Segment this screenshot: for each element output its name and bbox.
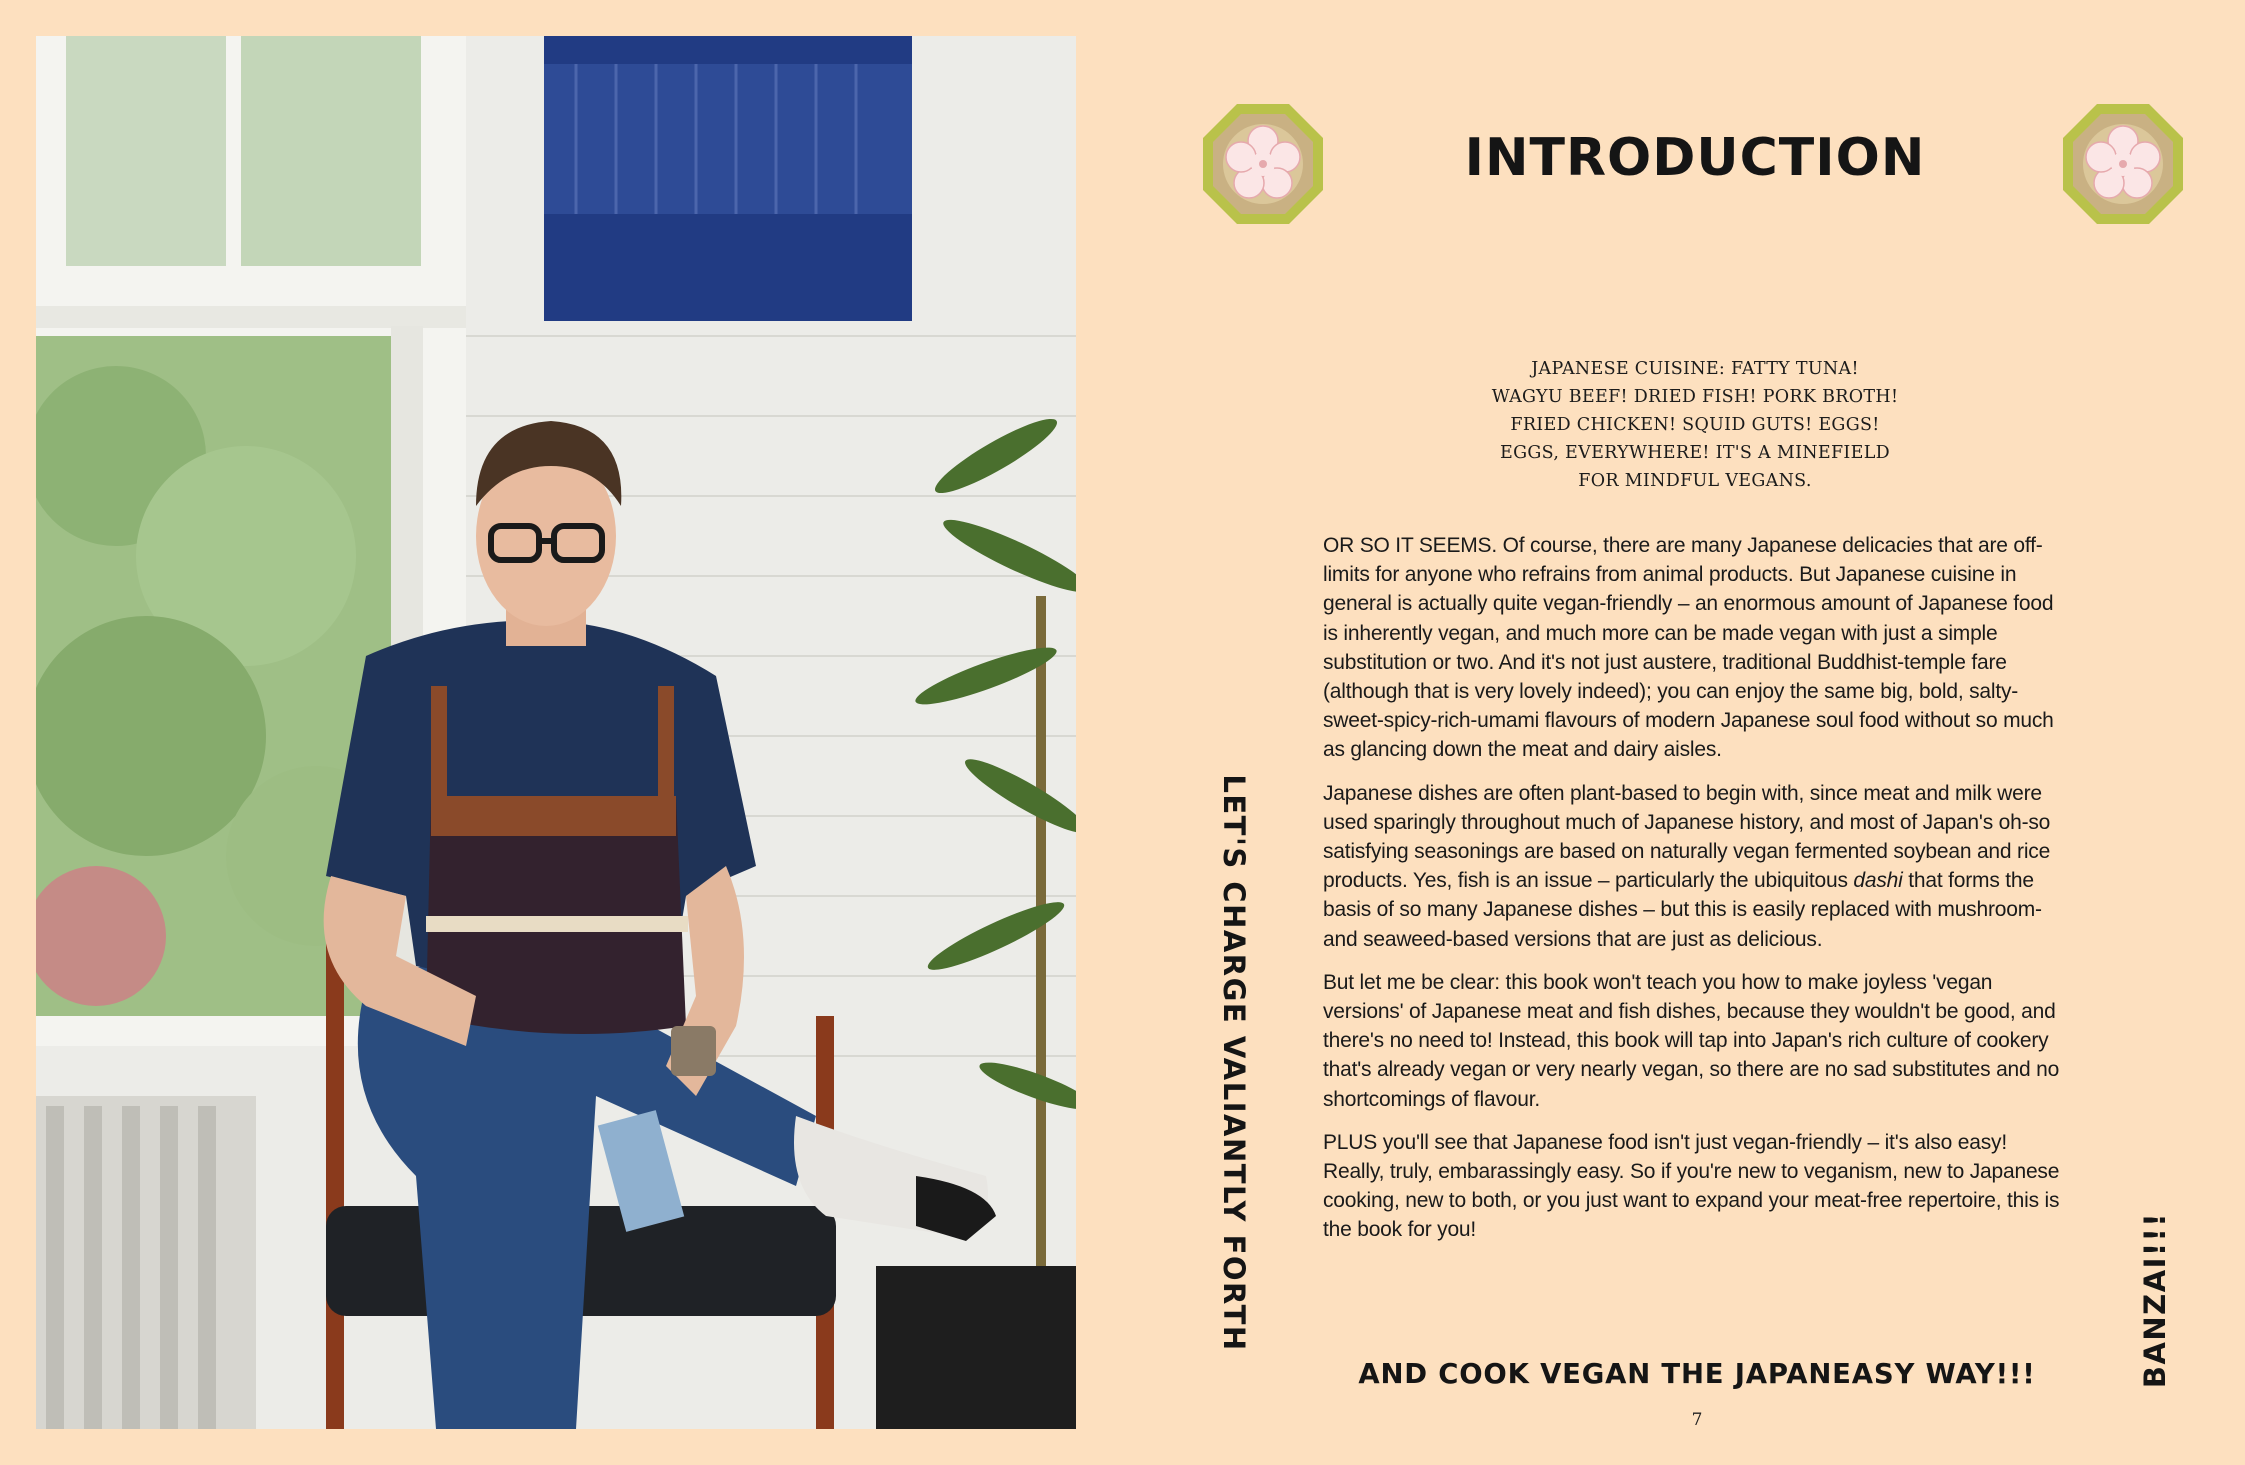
lead-line: EGGS, EVERYWHERE! IT'S A MINEFIELD [1500,443,1890,463]
lead-line: WAGYU BEEF! DRIED FISH! PORK BROTH! [1491,387,1899,407]
vertical-tagline-left [1213,735,1255,1390]
body-paragraph: But let me be clear: this book won't teach you how to make joyless 'vegan versions' of Japanese meat and fish dishes, because they wouldn't be good, and there's no need to! Instead, this book will tap into Japan's rich culture of cookery that's already vegan or very nearly vegan, so there are no sad substitutes and no shortcomings of flavour. [1323,970,2060,1111]
page-title: INTRODUCTION [1464,128,1926,188]
vertical-tagline-right [2134,1210,2176,1390]
portrait-illustration [36,36,1076,1429]
author-portrait-photo [36,36,1076,1429]
vertical-tagline-text: LET'S CHARGE VALIANTLY FORTH [1217,773,1251,1352]
lead-paragraph [1390,355,2000,495]
lead-line: JAPANESE CUISINE: FATTY TUNA! [1531,359,1859,379]
dashi-emphasis: dashi [1853,869,1903,893]
body-paragraph [1323,779,2063,954]
body-text-run: Japanese dishes are often plant-based to begin with, since meat and milk were used sparingly throughout much of Japanese history, and most of Japan's oh-so satisfying seasonings are based on naturally vegan fermented soybean and rice products. Yes, fish is an issue – particularly the ubiquitous [1323,781,2051,893]
body-text-run: that forms the basis of so many Japanese dishes – but this is easily replaced with mushroom- and seaweed-based versions that are just as delicious. [1323,869,2042,951]
body-paragraph: OR SO IT SEEMS. Of course, there are many Japanese delicacies that are off-limits for anyone who refrains from animal products. But Japanese cuisine in general is actually quite vegan-friendly – an enormous amount of Japanese food is inherently vegan, and much more can be made vegan with just a simple substitution or two. And it's not just austere, traditional Buddhist-temple fare (although that is very lovely indeed); you can enjoy the same big, bold, salty-sweet-spicy-rich-umami flavours of modern Japanese soul food without so much as glancing down the meat and dairy aisles. [1323,534,2054,762]
lead-line: FOR MINDFUL VEGANS. [1578,471,1812,491]
page-number: 7 [1691,1410,1703,1430]
lead-line: FRIED CHICKEN! SQUID GUTS! EGGS! [1510,415,1880,435]
closing-line: AND COOK VEGAN THE JAPANEASY WAY!!! [1358,1358,2036,1390]
cherry-blossom-emblem-icon [2060,101,2186,227]
vertical-banzai-text: BANZAI!!! [2138,1211,2172,1389]
body-paragraph: PLUS you'll see that Japanese food isn't just vegan-friendly – it's also easy! Really, truly, embarassingly easy. So if you're new to veganism, new to Japanese cooking, new to both, or you just want to expand your meat-free repertoire, this is the book for you! [1323,1130,2060,1242]
body-text [1323,531,2063,1259]
